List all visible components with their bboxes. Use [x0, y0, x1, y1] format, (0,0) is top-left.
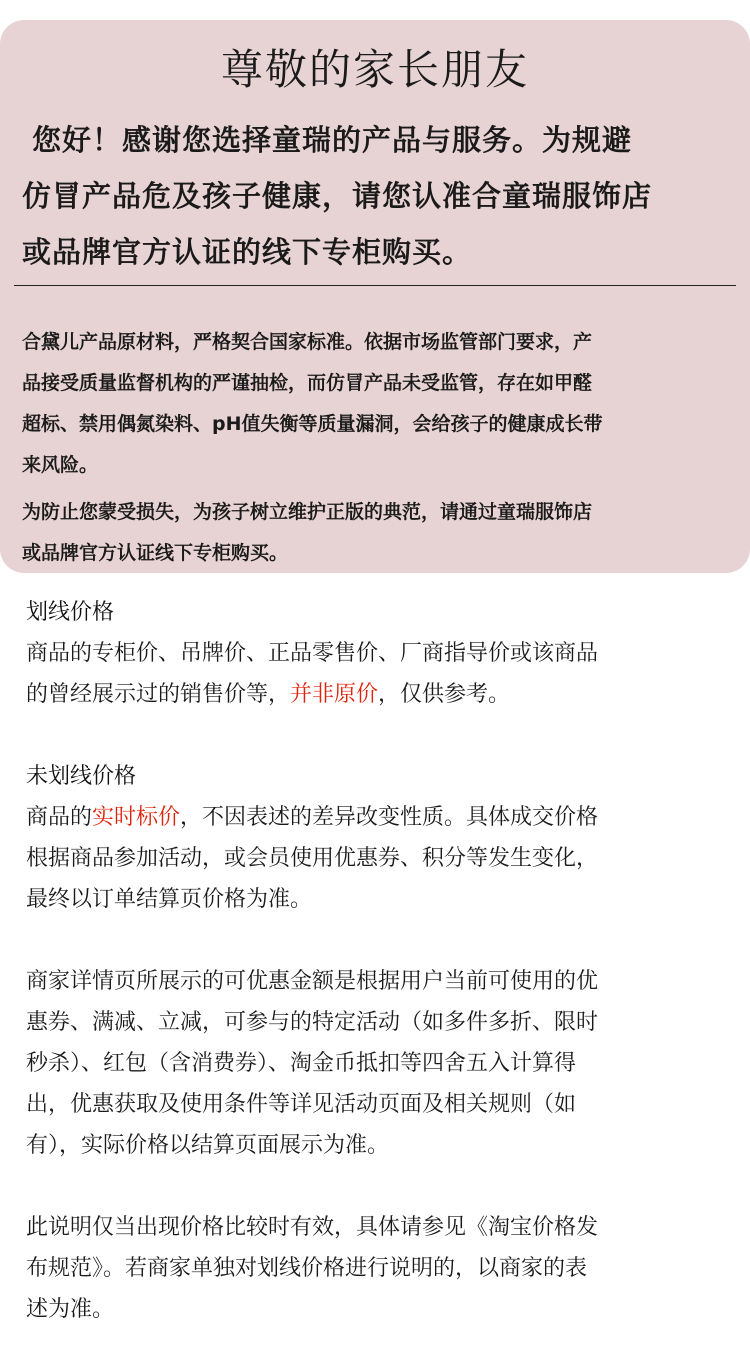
greeting-line: 您好！感谢您选择童瑞的产品与服务。为规避 [32, 123, 633, 157]
discount-text: 秒杀）、红包（含消费券）、淘金币抵扣等四舍五入计算得 [26, 1051, 577, 1076]
validity-text: 布规范》。若商家单独对划线价格进行说明的，以商家的表 [26, 1256, 588, 1281]
strikethrough-price-text [26, 674, 726, 715]
normal-price-text: 根据商品参加活动，或会员使用优惠券、积分等发生变化， [26, 846, 599, 871]
text-segment: 商品的 [26, 805, 93, 830]
validity-text: 述为准。 [26, 1297, 115, 1322]
normal-price-heading: 未划线价格 [26, 764, 137, 789]
spacer [26, 920, 726, 961]
notice-divider [14, 285, 736, 286]
discount-text: 出，优惠获取及使用条件等详见活动页面及相关规则（如 [26, 1092, 577, 1117]
paragraph-line: 合黛儿产品原材料，严格契合国家标准。依据市场监管部门要求，产 [22, 331, 593, 353]
paragraph-line: 为防止您蒙受损失，为孩子树立维护正版的典范，请通过童瑞服饰店 [22, 501, 593, 523]
spacer [26, 715, 726, 756]
price-explanation [26, 592, 726, 1330]
text-segment: 的曾经展示过的销售价等， [26, 682, 291, 707]
spacer [26, 1166, 726, 1207]
strikethrough-price-heading: 划线价格 [26, 600, 115, 625]
paragraph-line: 品接受质量监督机构的严谨抽检，而仿冒产品未受监管，存在如甲醛 [22, 372, 593, 394]
paragraph-line: 或品牌官方认证线下专柜购买。 [22, 542, 289, 564]
greeting-line: 仿冒产品危及孩子健康，请您认准合童瑞服饰店 [22, 179, 653, 213]
anti-counterfeit-notice-card [0, 20, 750, 573]
discount-text: 有），实际价格以结算页面展示为准。 [26, 1133, 390, 1158]
greeting-line: 或品牌官方认证的线下专柜购买。 [22, 235, 473, 269]
notice-paragraph-purchase [22, 492, 742, 574]
discount-text: 惠券、满减、立减，可参与的特定活动（如多件多折、限时 [26, 1010, 599, 1035]
notice-paragraph-quality [22, 322, 742, 486]
strikethrough-price-text: 商品的专柜价、吊牌价、正品零售价、厂商指导价或该商品 [26, 641, 599, 666]
normal-price-text: 最终以订单结算页价格为准。 [26, 887, 313, 912]
text-segment: ，仅供参考。 [378, 682, 511, 707]
highlight-not-original-price: 并非原价 [290, 682, 379, 707]
highlight-realtime-price: 实时标价 [92, 805, 181, 830]
paragraph-line: 超标、禁用偶氮染料、pH值失衡等质量漏洞，会给孩子的健康成长带 [22, 413, 603, 435]
normal-price-text [26, 797, 726, 838]
notice-greeting [22, 112, 732, 280]
paragraph-line: 来风险。 [22, 454, 99, 476]
validity-text: 此说明仅当出现价格比较时有效，具体请参见《淘宝价格发 [26, 1215, 599, 1240]
text-segment: ，不因表述的差异改变性质。具体成交价格 [180, 805, 599, 830]
notice-title: 尊敬的家长朋友 [220, 45, 529, 94]
discount-text: 商家详情页所展示的可优惠金额是根据用户当前可使用的优 [26, 969, 599, 994]
